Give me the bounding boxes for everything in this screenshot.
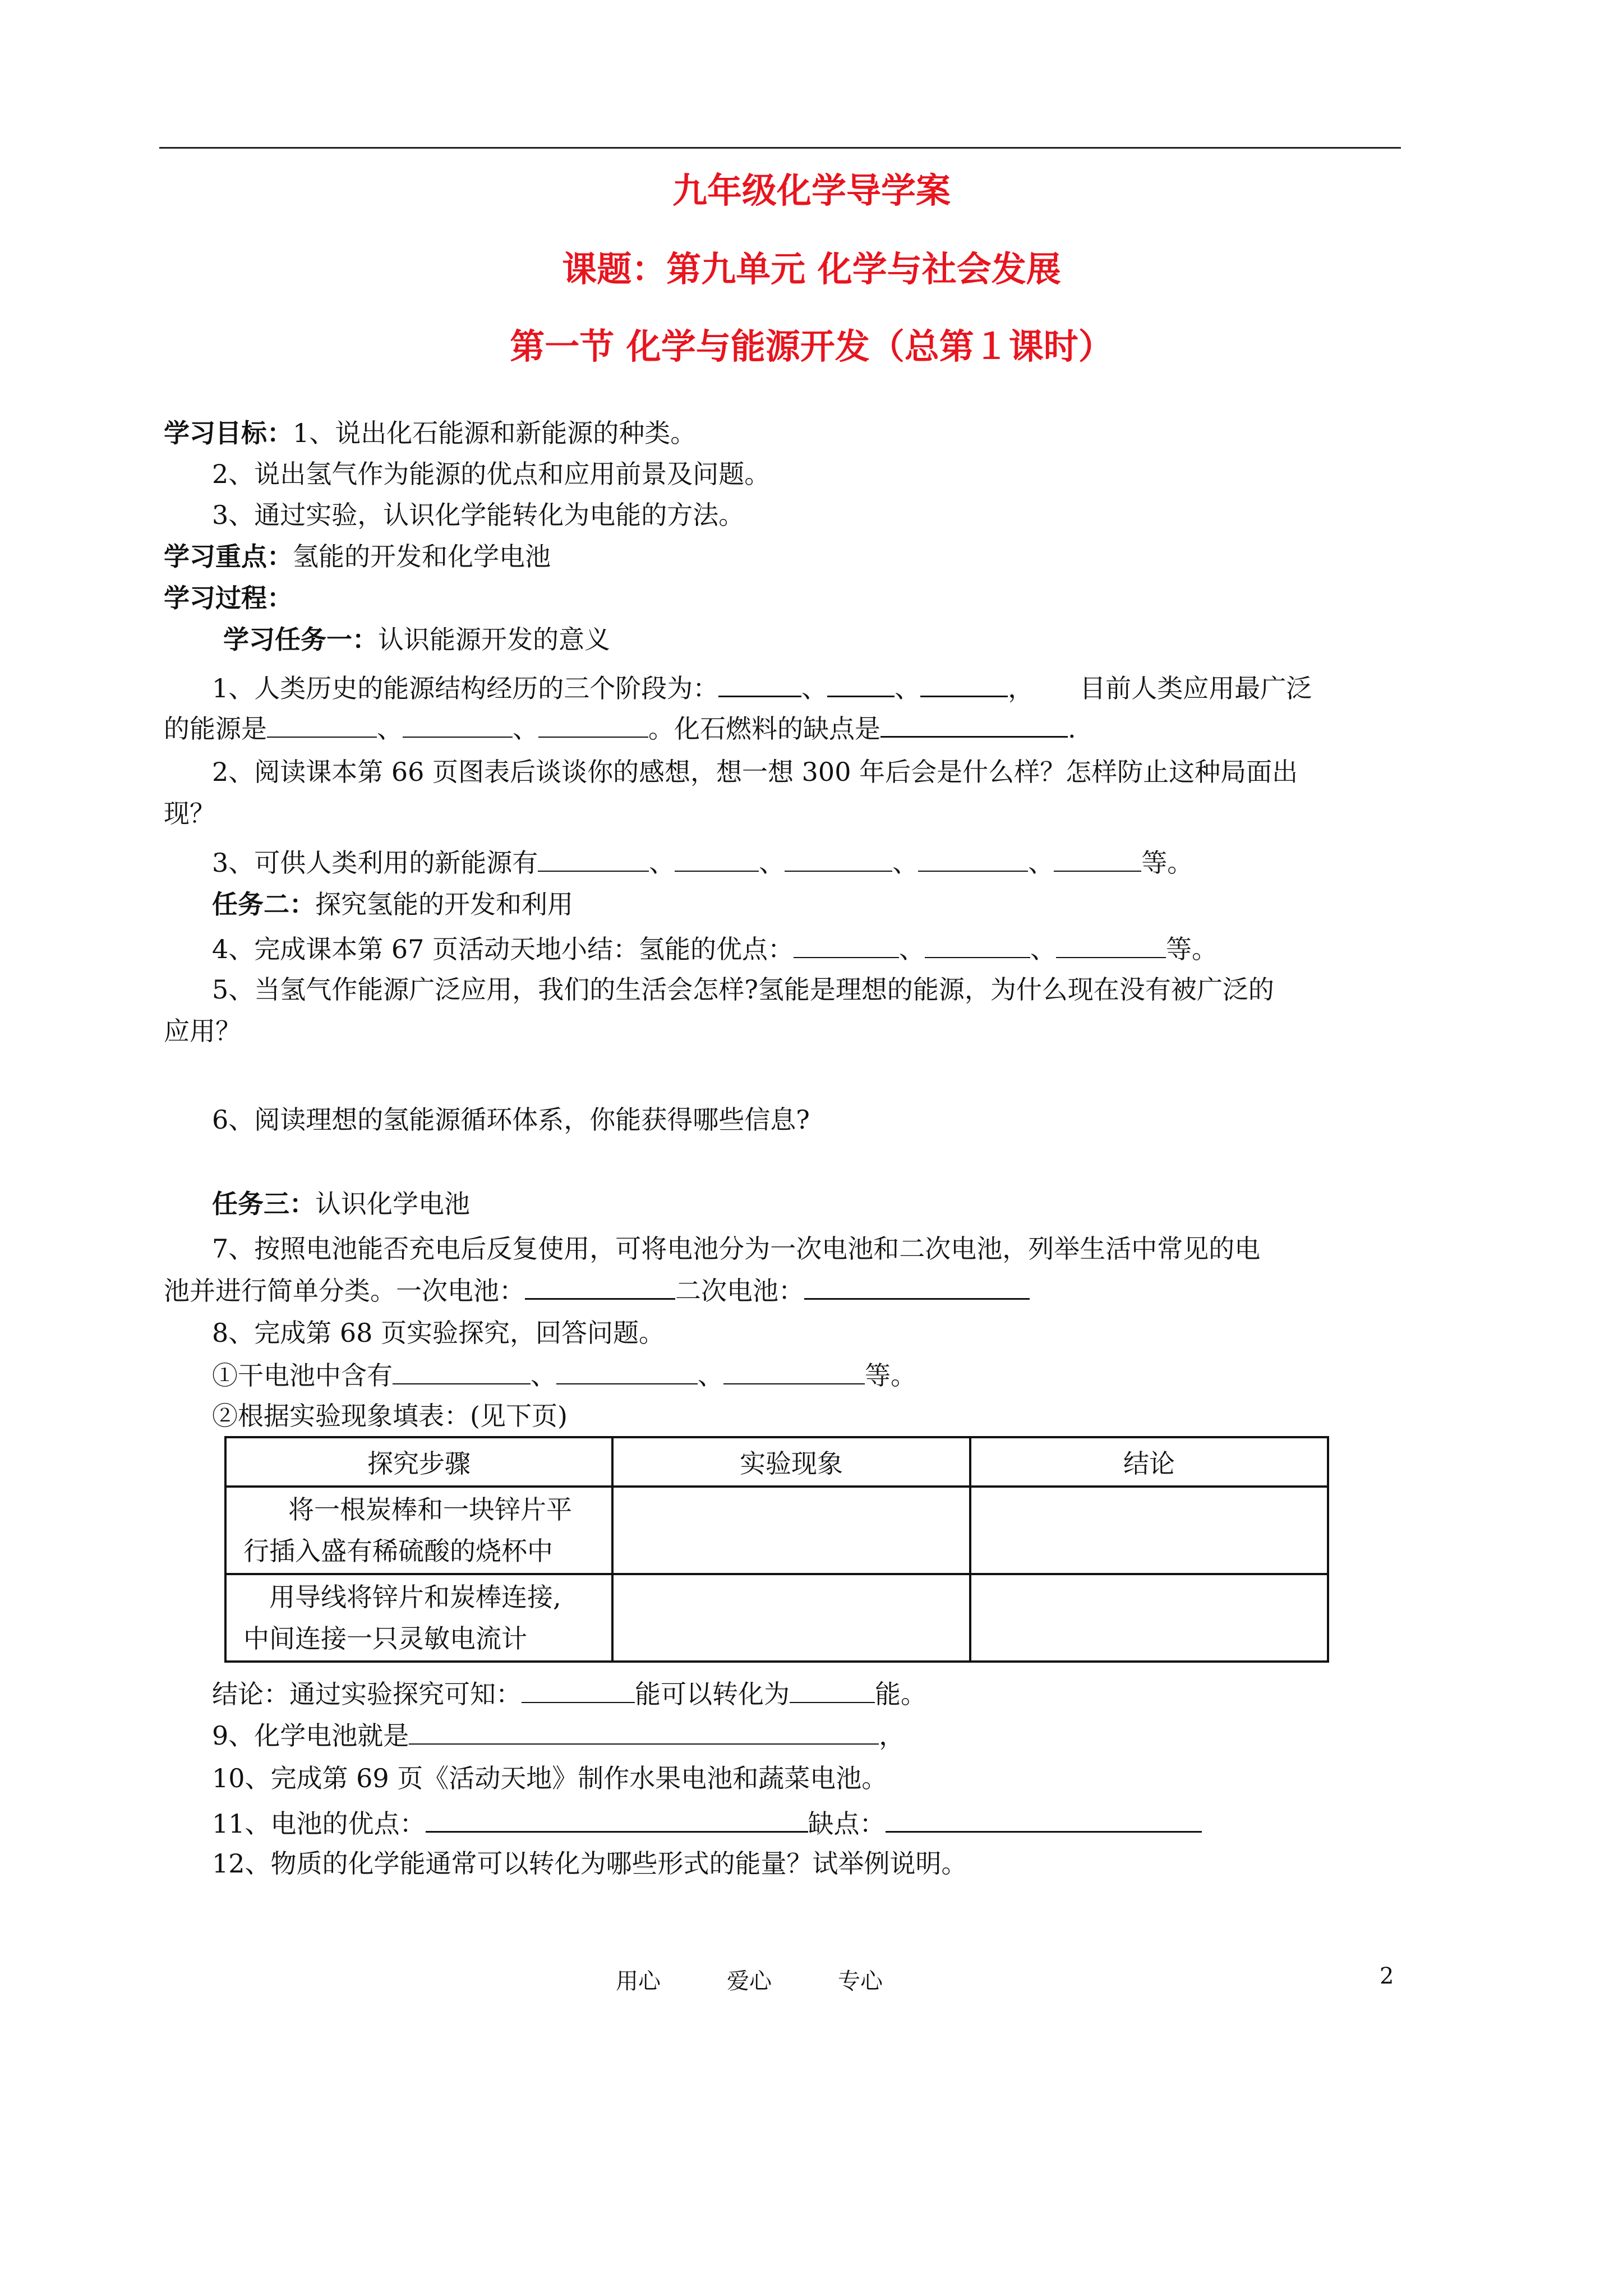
question-10: 10、完成第 69 页《活动天地》制作水果电池和蔬菜电池。 [212,1763,888,1793]
header-rule [159,147,1401,149]
table-header-cell: 实验现象 [612,1437,970,1487]
question-text: 3、可供人类利用的新能源有 [212,848,538,878]
question-2-line-2: 现？ [164,798,215,829]
question-7-line-2 [164,1273,1030,1308]
answer-blank[interactable] [393,1359,531,1384]
question-8-sub-1: ①干电池中含有 、 、 等。 [212,1359,916,1392]
key-points-text: 氢能的开发和化学电池 [293,541,551,572]
question-text: 缺点： [808,1809,886,1839]
answer-blank[interactable] [790,1677,875,1703]
question-text: 9、化学电池就是 [212,1720,409,1751]
step-cell [225,1487,612,1574]
objectives-label: 学习目标： [164,418,293,448]
table-row [225,1574,1328,1662]
experiment-table [224,1436,1329,1663]
question-6: 6、阅读理想的氢能源循环体系，你能获得哪些信息? [212,1105,810,1135]
task1-title: 认识能源开发的意义 [378,624,610,655]
question-text: ①干电池中含有 [212,1360,393,1391]
task2-heading [212,887,573,921]
question-text: 目前人类应用最广泛 [1080,673,1312,703]
table-row [225,1487,1328,1574]
question-8-sub-2: ②根据实验现象填表：(见下页) [212,1401,568,1431]
key-points-label: 学习重点： [164,541,293,572]
question-8: 8、完成第 68 页实验探究，回答问题。 [212,1318,665,1348]
answer-blank[interactable] [723,1359,865,1384]
question-11 [212,1806,1202,1841]
question-1-line-2: 的能源是 、 、 。化石燃料的缺点是 . [164,711,1076,746]
question-text: 等。 [1166,934,1218,964]
task2-title: 探究氢能的开发和利用 [315,889,573,919]
question-text: . [1068,714,1076,744]
footer-motto: 用心 [616,1968,661,1994]
answer-blank[interactable] [409,1719,879,1745]
table-header-cell: 探究步骤 [225,1437,612,1487]
task3-title: 认识化学电池 [315,1189,470,1219]
page-number: 2 [1380,1963,1394,1989]
process-label: 学习过程： [164,583,293,613]
objective-item: 1、说出化石能源和新能源的种类。 [293,418,697,448]
answer-blank[interactable] [403,712,513,738]
question-2-line-1: 2、阅读课本第 66 页图表后谈谈你的感想，想一想 300 年后会是什么样？怎样防止这种局面出 [212,757,1298,787]
question-text: 的能源是 [164,714,267,744]
answer-blank[interactable] [525,1273,675,1300]
answer-blank[interactable] [918,846,1028,872]
task1-heading [223,623,610,656]
task1-label: 学习任务一： [223,624,378,655]
answer-blank[interactable] [886,1806,1202,1833]
answer-blank[interactable] [538,712,648,738]
conclusion-cell[interactable] [970,1574,1328,1662]
answer-blank[interactable] [827,671,895,697]
conclusion-cell[interactable] [970,1487,1328,1574]
answer-blank[interactable] [1054,846,1141,872]
answer-blank[interactable] [880,711,1068,738]
objective-item: 2、说出氢气作为能源的优点和应用前景及问题。 [212,459,771,489]
lesson-topic: 课题：第九单元 化学与社会发展 [562,249,1061,289]
question-12: 12、物质的化学能通常可以转化为哪些形式的能量？试举例说明。 [212,1848,967,1879]
question-text: 等。 [1141,848,1193,878]
key-points-line [164,540,551,573]
question-text: 池并进行简单分类。一次电池： [164,1276,525,1306]
task2-label: 任务二： [212,889,315,919]
footer-motto: 专心 [838,1968,883,1994]
step-text: 将一根炭棒和一块锌片平 [288,1494,572,1525]
objective-item: 3、通过实验，认识化学能转化为电能的方法。 [212,500,745,530]
answer-blank[interactable] [718,671,801,697]
question-text: 11、电池的优点： [212,1809,426,1839]
answer-blank[interactable] [675,846,759,872]
question-text: 1、人类历史的能源结构经历的三个阶段为： [212,673,719,703]
phenomenon-cell[interactable] [612,1487,970,1574]
step-cell [225,1574,612,1662]
answer-blank[interactable] [920,671,1008,697]
step-text: 用导线将锌片和炭棒连接, [269,1582,561,1612]
question-text: 二次电池： [675,1276,804,1306]
step-text: 行插入盛有稀硫酸的烧杯中 [243,1536,553,1566]
question-text: ， [879,1720,905,1751]
conclusion-line [212,1677,926,1711]
answer-blank[interactable] [1056,932,1166,958]
answer-blank[interactable] [556,1359,698,1384]
question-text: 4、完成课本第 67 页活动天地小结：氢能的优点： [212,934,794,964]
question-text: 能。 [875,1679,926,1709]
question-4: 4、完成课本第 67 页活动天地小结：氢能的优点： 、 、 等。 [212,932,1218,966]
answer-blank[interactable] [785,846,892,872]
table-header-cell: 结论 [970,1437,1328,1487]
objectives-line-1 [164,416,696,450]
question-9 [212,1719,905,1752]
task3-heading [212,1187,470,1221]
answer-blank[interactable] [267,712,377,738]
question-3: 3、可供人类利用的新能源有 、 、 、 、 等。 [212,846,1193,880]
answer-blank[interactable] [925,932,1030,958]
answer-blank[interactable] [426,1806,808,1833]
answer-blank[interactable] [538,846,649,872]
answer-blank[interactable] [522,1677,635,1703]
question-text: 结论：通过实验探究可知： [212,1679,522,1709]
question-5-line-2: 应用？ [164,1016,241,1046]
section-heading: 第一节 化学与能源开发（总第１课时） [510,326,1113,367]
question-7-line-1: 7、按照电池能否充电后反复使用，可将电池分为一次电池和二次电池，列举生活中常见的电 [212,1234,1261,1264]
question-5-line-1: 5、当氢气作能源广泛应用，我们的生活会怎样?氢能是理想的能源，为什么现在没有被广泛的 [212,974,1274,1005]
step-text: 中间连接一只灵敏电流计 [243,1623,527,1654]
question-text: 。化石燃料的缺点是 [648,714,880,744]
document-title: 九年级化学导学案 [672,170,951,211]
phenomenon-cell[interactable] [612,1574,970,1662]
question-text: 等。 [865,1360,916,1391]
answer-blank[interactable] [794,932,899,958]
table-header-row [225,1437,1328,1487]
question-text: 能可以转化为 [635,1679,790,1709]
question-1-line-1: 1、人类历史的能源结构经历的三个阶段为： 、 、 ， 目前人类应用最广泛 [212,671,1312,705]
task3-label: 任务三： [212,1189,315,1219]
answer-blank[interactable] [804,1273,1030,1300]
footer-motto: 爱心 [727,1968,772,1994]
